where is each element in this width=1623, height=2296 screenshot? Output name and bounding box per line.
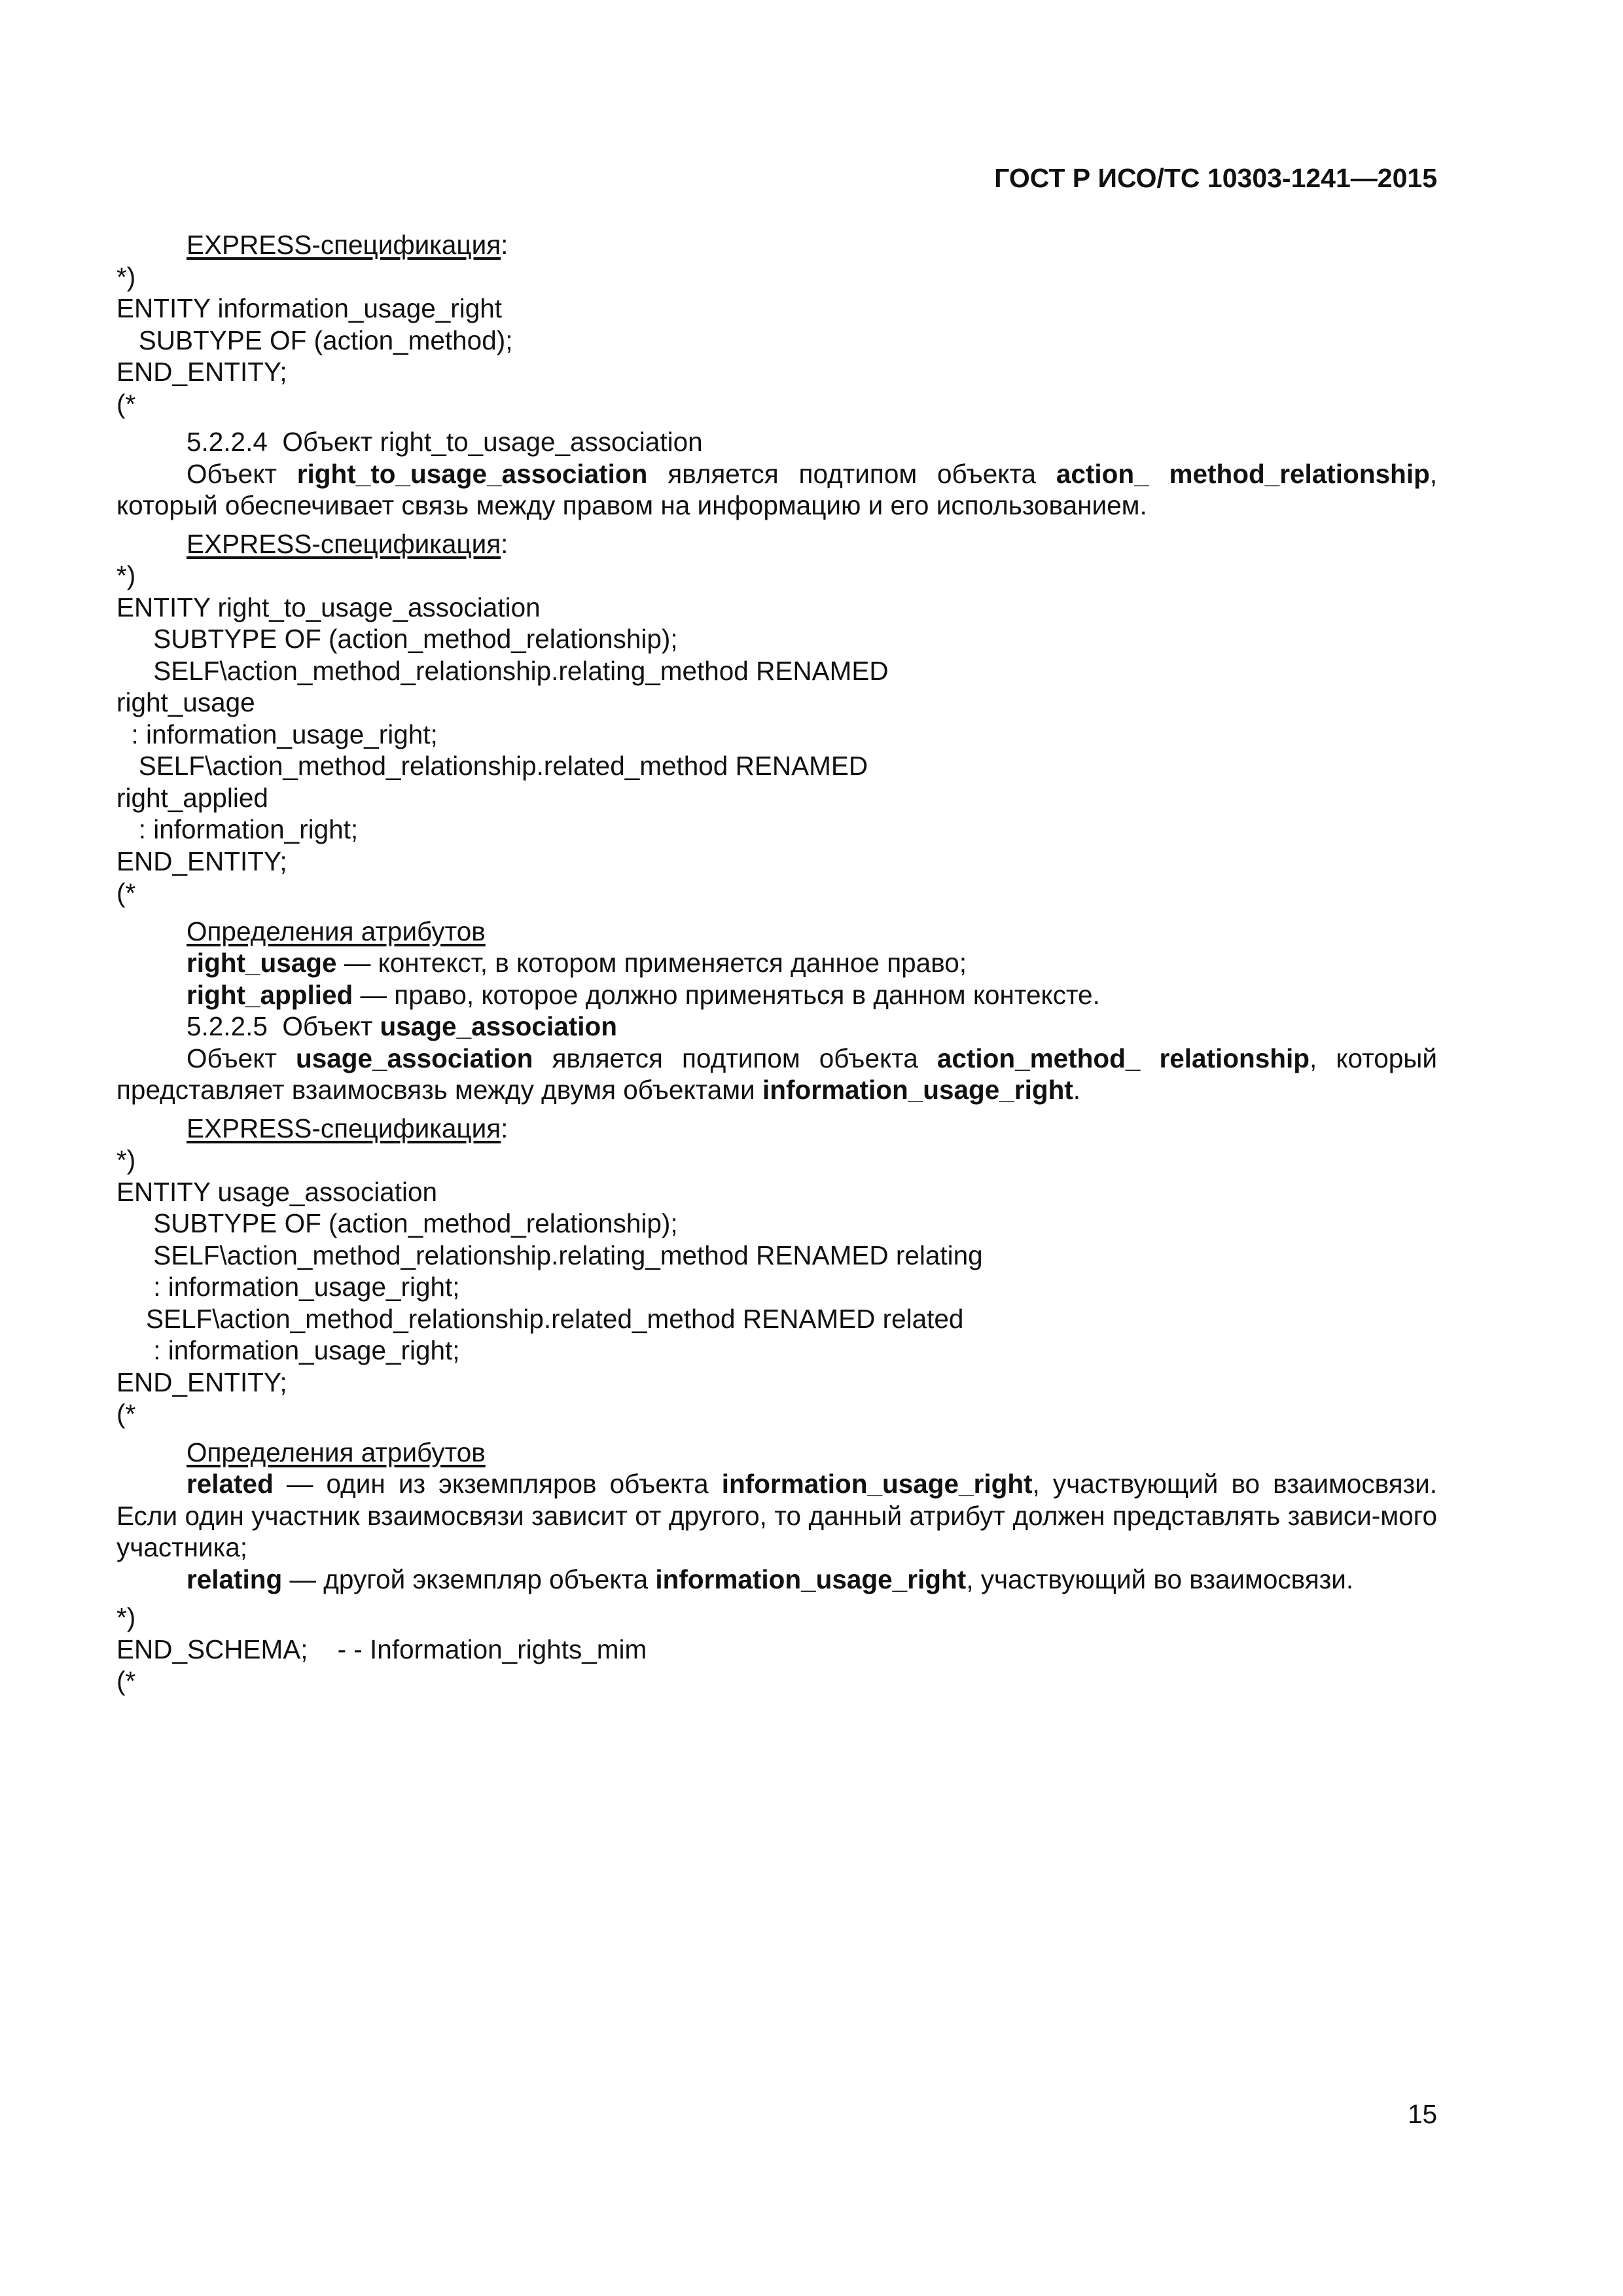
attribute-definition	[116, 947, 1437, 979]
code-line: END_SCHEMA; - - Information_rights_mim	[116, 1634, 647, 1664]
attribute-name: related	[187, 1469, 274, 1499]
section-paragraph-5225	[116, 1043, 1437, 1106]
para-text: .	[1073, 1075, 1081, 1105]
code-line: SELF\action_method_relationship.related_method RENAMED related	[116, 1303, 964, 1334]
para-text: , который обеспечивает связь между правом на информацию и его использованием.	[116, 458, 1438, 520]
code-line: (*	[116, 1399, 136, 1429]
section-heading-num: 5.2.2.5 Объект	[187, 1011, 380, 1041]
page-number: 15	[1407, 2099, 1437, 2129]
code-line: *)	[116, 1145, 136, 1175]
attribute-term: information_usage_right	[655, 1564, 967, 1594]
document-code-header: ГОСТ Р ИСО/ТС 10303-1241—2015	[994, 163, 1437, 193]
para-term: action_method_ relationship	[936, 1043, 1310, 1073]
code-line: : information_usage_right;	[116, 1335, 460, 1365]
attribute-desc: — один из экземпляров объекта	[273, 1469, 722, 1499]
express-spec-label-text: EXPRESS-спецификация	[187, 230, 501, 260]
code-line: : information_usage_right;	[116, 1272, 460, 1302]
express-spec-label	[116, 528, 1437, 560]
para-term: right_to_usage_association	[296, 458, 648, 489]
code-line: SUBTYPE OF (action_method_relationship);	[116, 1208, 678, 1238]
attribute-definition-related	[116, 1468, 1437, 1564]
code-line: SELF\action_method_relationship.relating_method RENAMED relating	[116, 1240, 983, 1270]
code-line: *)	[116, 560, 136, 590]
section-heading-5225	[116, 1011, 1437, 1043]
attribute-desc: — другой экземпляр объекта	[282, 1564, 656, 1594]
express-spec-colon: :	[501, 1113, 508, 1143]
attribute-definition	[116, 979, 1437, 1011]
para-text: Объект	[187, 458, 297, 489]
code-line: right_applied	[116, 782, 268, 813]
attribute-desc: , участвующий во взаимосвязи. Если один участник взаимосвязи зависит от другого, то данный атрибут должен представлять зависи-мого участника;	[116, 1469, 1438, 1562]
code-line: END_ENTITY;	[116, 357, 287, 387]
code-line: right_usage	[116, 687, 255, 717]
para-term: action_ method_relationship	[1056, 458, 1430, 489]
attribute-name: right_usage	[187, 948, 337, 978]
attribute-definition-relating	[116, 1564, 1437, 1596]
page-content	[116, 229, 1437, 1697]
attribute-term: information_usage_right	[721, 1469, 1033, 1499]
code-line: ENTITY usage_association	[116, 1176, 438, 1207]
attribute-desc: — право, которое должно применяться в данном контексте.	[353, 979, 1100, 1010]
code-line: SUBTYPE OF (action_method_relationship);	[116, 624, 678, 654]
para-term: information_usage_right	[762, 1075, 1073, 1105]
code-line: (*	[116, 1666, 136, 1696]
attribute-desc: — контекст, в котором применяется данное право;	[336, 948, 967, 978]
attribute-name: relating	[187, 1564, 283, 1594]
code-line: (*	[116, 878, 136, 908]
code-line: END_ENTITY;	[116, 1367, 287, 1397]
code-line: SUBTYPE OF (action_method);	[116, 325, 513, 355]
attribute-desc: , участвующий во взаимосвязи.	[966, 1564, 1354, 1594]
express-spec-label-text: EXPRESS-спецификация	[187, 1113, 501, 1143]
para-text: , который представляет взаимосвязь между двумя объектами	[116, 1043, 1438, 1105]
code-line: *)	[116, 261, 136, 292]
attributes-heading	[116, 1437, 1437, 1469]
code-line: ENTITY right_to_usage_association	[116, 592, 541, 622]
code-line: END_ENTITY;	[116, 846, 287, 876]
para-text: является подтипом объекта	[533, 1043, 937, 1073]
para-term: usage_association	[295, 1043, 533, 1073]
code-line: (*	[116, 388, 136, 419]
express-spec-colon: :	[501, 230, 508, 260]
para-text: Объект	[187, 1043, 296, 1073]
code-line: *)	[116, 1602, 136, 1632]
code-line: : information_right;	[116, 814, 359, 844]
attributes-heading-text: Определения атрибутов	[187, 916, 486, 946]
code-line: : information_usage_right;	[116, 719, 438, 749]
section-heading-5224: 5.2.2.4 Объект right_to_usage_association	[187, 427, 703, 457]
attributes-heading-text: Определения атрибутов	[187, 1437, 486, 1467]
para-text: является подтипом объекта	[647, 458, 1056, 489]
attributes-heading	[116, 916, 1437, 948]
express-spec-label	[116, 229, 1437, 261]
express-spec-label-text: EXPRESS-спецификация	[187, 528, 501, 559]
section-heading-name: usage_association	[380, 1011, 617, 1041]
code-line: SELF\action_method_relationship.relating_method RENAMED	[116, 655, 889, 686]
attribute-name: right_applied	[187, 979, 353, 1010]
code-line: ENTITY information_usage_right	[116, 293, 503, 323]
express-spec-colon: :	[501, 528, 508, 559]
section-paragraph-5224	[116, 458, 1437, 522]
code-line: SELF\action_method_relationship.related_method RENAMED	[116, 751, 868, 781]
express-spec-label	[116, 1113, 1437, 1145]
